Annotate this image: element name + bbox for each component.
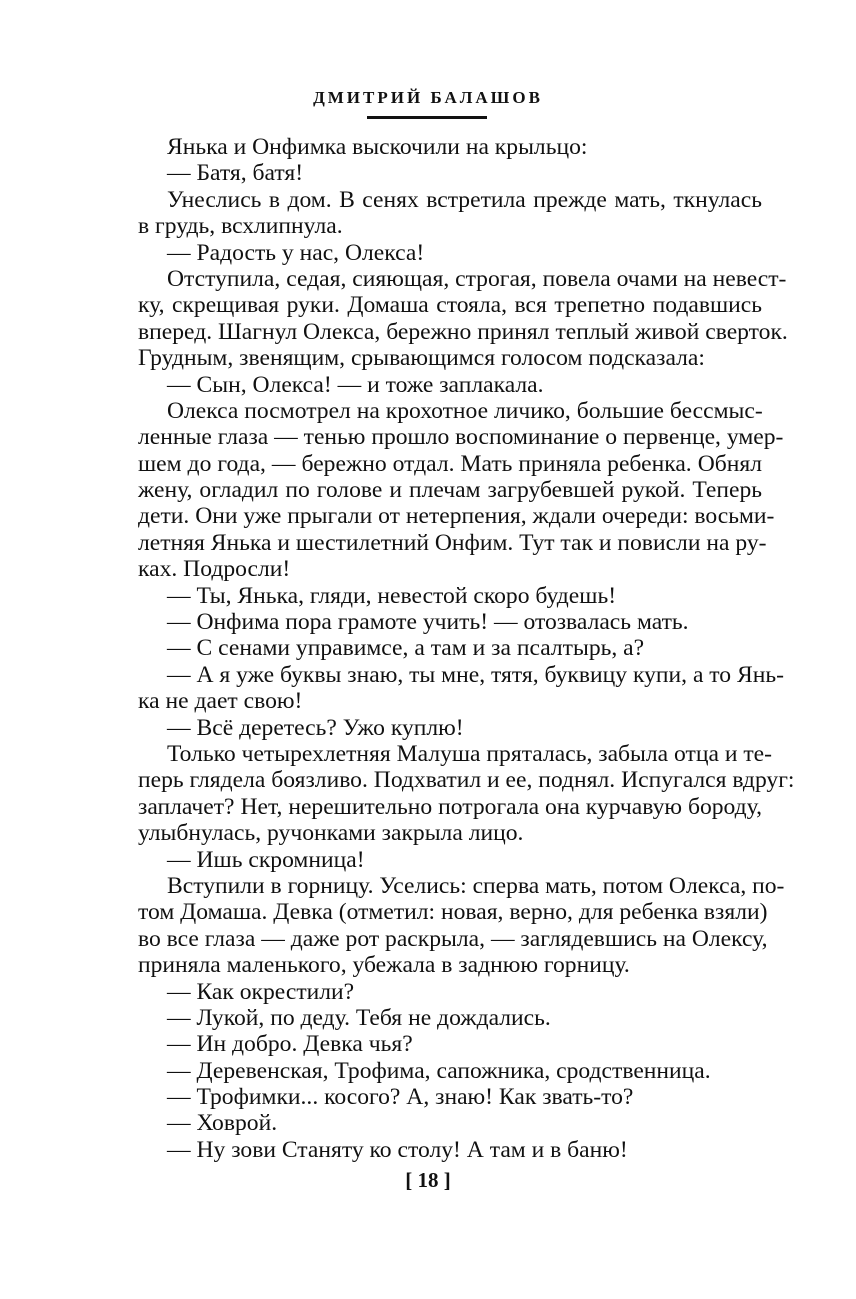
body-text: [138, 134, 795, 1163]
text-line: — Всё деретесь? Ужо куплю!: [167, 714, 464, 741]
header-rule: [367, 116, 487, 119]
text-line: Унеслись в дом. В сенях встретила прежде мать, ткнулась: [167, 186, 762, 213]
text-line: — Батя, батя!: [167, 160, 304, 187]
text-line: — Как окрестили?: [167, 978, 355, 1005]
text-line: — Ишь скромница!: [167, 846, 365, 873]
text-line: — Онфима пора грамоте учить! — отозвалась мать.: [167, 609, 689, 636]
text-line: ку, скрещивая руки. Домаша стояла, вся трепетно подавшись: [138, 292, 762, 319]
text-line: Олекса посмотрел на крохотное личико, большие бессмыс-: [167, 397, 763, 424]
text-line: ленные глаза — тенью прошло воспоминание о первенце, умер-: [138, 424, 784, 451]
text-line: перь глядела боязливо. Подхватил и ее, поднял. Испугался вдруг:: [138, 767, 795, 794]
text-line: — Деревенская, Трофима, сапожника, сродственница.: [167, 1057, 711, 1084]
text-line: том Домаша. Девка (отметил: новая, верно, для ребенка взяли): [138, 899, 768, 926]
text-line: вперед. Шагнул Олекса, бережно принял теплый живой сверток.: [138, 318, 788, 345]
text-line: — Ховрой.: [167, 1110, 278, 1137]
text-line: Грудным, звенящим, срывающимся голосом подсказала:: [138, 345, 705, 372]
text-line: дети. Они уже прыгали от нетерпения, ждали очереди: восьми-: [138, 503, 775, 530]
text-line: Вступили в горницу. Уселись: сперва мать, потом Олекса, по-: [167, 872, 785, 899]
page-number: [ 18 ]: [405, 1168, 451, 1192]
text-line: приняла маленького, убежала в заднюю горницу.: [138, 952, 630, 979]
text-line: ках. Подросли!: [138, 556, 291, 583]
text-line: в грудь, всхлипнула.: [138, 213, 343, 240]
text-line: — Сын, Олекса! — и тоже заплакала.: [167, 371, 544, 398]
text-line: летняя Янька и шестилетний Онфим. Тут так и повисли на ру-: [138, 529, 767, 556]
text-line: ка не дает свою!: [138, 688, 303, 715]
text-line: — Ин добро. Девка чья?: [167, 1031, 413, 1058]
text-line: Только четырехлетняя Малуша пряталась, забыла отца и те-: [167, 740, 773, 767]
text-line: Отступила, седая, сияющая, строгая, повела очами на невест-: [167, 265, 787, 292]
text-line: жену, огладил по голове и плечам загрубевшей рукой. Теперь: [138, 477, 762, 504]
text-line: Янька и Онфимка выскочили на крыльцо:: [167, 134, 588, 160]
text-line: во все глаза — даже рот раскрыла, — заглядевшись на Олексу,: [138, 925, 768, 952]
text-line: — Ты, Янька, гляди, невестой скоро будешь!: [167, 582, 617, 609]
text-line: — С сенами управимсе, а там и за псалтырь, а?: [167, 635, 645, 662]
text-line: — А я уже буквы знаю, ты мне, тятя, буквицу купи, а то Янь-: [167, 661, 784, 688]
text-line: улыбнулась, ручонками закрыла лицо.: [138, 820, 524, 847]
text-line: — Ну зови Станяту ко столу! А там и в баню!: [167, 1136, 628, 1163]
running-header: ДМИТРИЙ БАЛАШОВ: [313, 88, 543, 107]
text-line: — Радость у нас, Олекса!: [167, 239, 425, 266]
text-line: шем до года, — бережно отдал. Мать приняла ребенка. Обнял: [138, 450, 762, 477]
text-line: заплачет? Нет, нерешительно потрогала она курчавую бороду,: [138, 793, 762, 820]
text-line: — Трофимки... косого? А, знаю! Как звать-то?: [167, 1084, 634, 1111]
text-line: — Лукой, по деду. Тебя не дождались.: [167, 1004, 551, 1031]
